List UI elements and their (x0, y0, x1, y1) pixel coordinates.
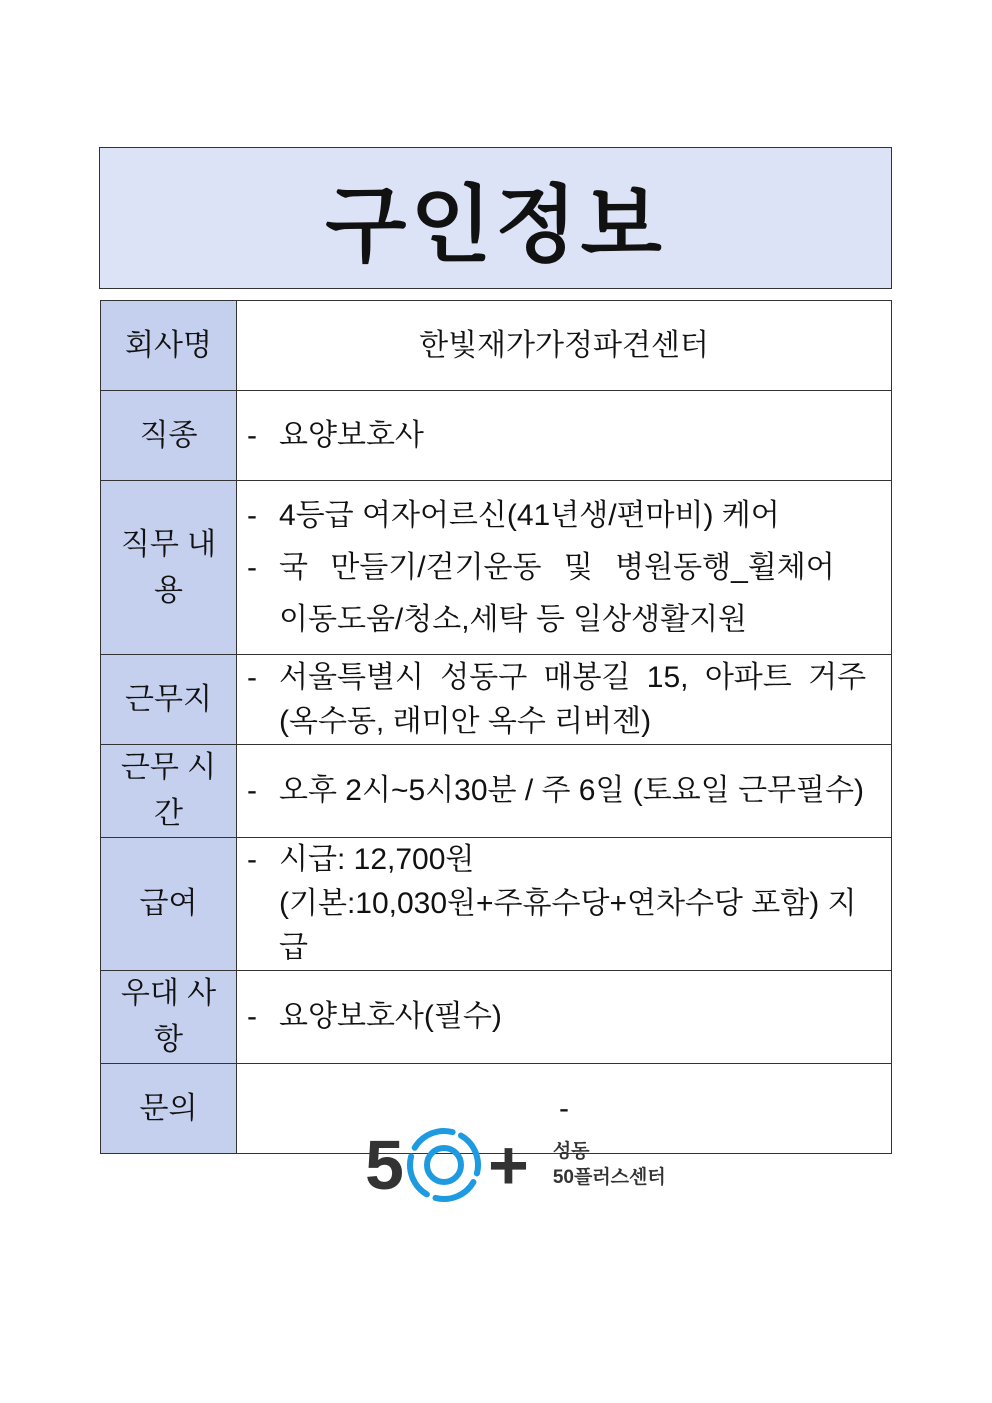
value-occupation: 요양보호사 (279, 418, 424, 452)
label-contact: 문의 (101, 1064, 237, 1154)
value-hours: 오후 2시~5시30분 / 주 6일 (토요일 근무필수) (279, 774, 864, 807)
page-title: 구인정보 (325, 177, 666, 272)
row-pay (101, 838, 892, 971)
value-duties-2: 국 만들기/걷기운동 및 병원동행_휠체어 (279, 550, 835, 584)
dash: - (247, 418, 257, 452)
logo-text-1: 성동 (552, 1141, 590, 1162)
row-duties (101, 481, 892, 655)
value-contact: - (237, 1064, 892, 1154)
dash: - (247, 550, 257, 584)
label-duties: 직무 내용 (101, 481, 237, 655)
label-preferred: 우대 사항 (101, 971, 237, 1064)
row-hours (101, 745, 892, 838)
value-preferred: 요양보호사(필수) (279, 1000, 502, 1033)
value-location-1: 서울특별시 성동구 매봉길 15, 아파트 거주 (279, 660, 867, 694)
seongdong-50plus-logo (365, 1125, 666, 1205)
value-location-2: (옥수동, 래미안 옥수 리버젠) (279, 704, 652, 738)
dash: - (247, 660, 257, 694)
value-pay-1: 시급: 12,700원 (279, 843, 475, 876)
value-duties-1: 4등급 여자어르신(41년생/편마비) 케어 (279, 498, 780, 532)
row-location (101, 655, 892, 745)
value-pay-2: (기본:10,030원+주휴수당+연차수당 포함) 지급 (279, 887, 857, 964)
logo-five: 5 (365, 1126, 404, 1204)
dash: - (247, 843, 257, 876)
label-pay: 급여 (101, 838, 237, 971)
label-company: 회사명 (101, 301, 237, 391)
row-company (101, 301, 892, 391)
title-box (99, 147, 892, 289)
label-location: 근무지 (101, 655, 237, 745)
logo-plus: + (487, 1126, 529, 1204)
value-duties-3: 이동도움/청소,세탁 등 일상생활지원 (279, 602, 748, 636)
row-occupation (101, 391, 892, 481)
dash: - (247, 774, 257, 807)
job-info-table (100, 300, 892, 1154)
label-occupation: 직종 (101, 391, 237, 481)
dash: - (247, 498, 257, 532)
row-preferred (101, 971, 892, 1064)
label-hours: 근무 시간 (101, 745, 237, 838)
logo-text-2: 50플러스센터 (552, 1167, 666, 1188)
dash: - (247, 1000, 257, 1033)
value-company: 한빛재가가정파견센터 (237, 301, 892, 391)
logo-ring-icon (404, 1125, 484, 1205)
